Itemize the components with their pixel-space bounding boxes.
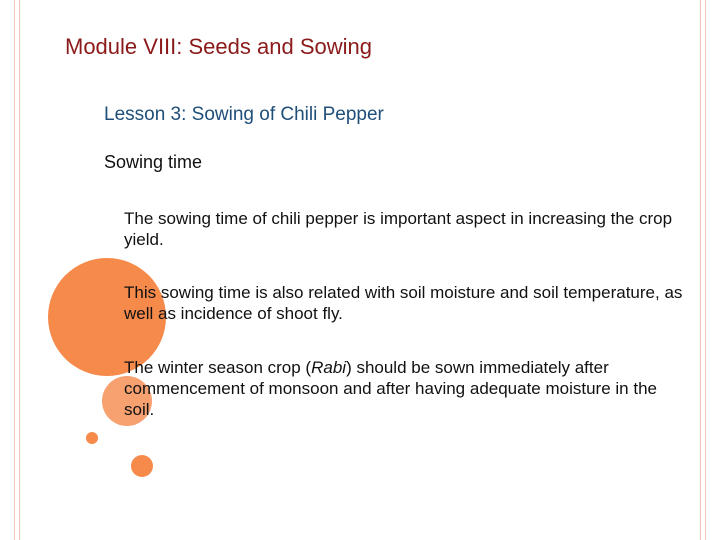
paragraph-3-end: ) should be sown immediately after commencement of monsoon and after having adequate moisture in the soil. bbox=[124, 358, 657, 419]
decorative-circle-tiny bbox=[86, 432, 98, 444]
slide-title: Module VIII: Seeds and Sowing bbox=[65, 34, 372, 59]
lesson-heading: Lesson 3: Sowing of Chili Pepper bbox=[104, 104, 384, 125]
paragraph-1: The sowing time of chili pepper is important aspect in increasing the crop yield. bbox=[124, 209, 673, 249]
section-subheading: Sowing time bbox=[104, 152, 203, 172]
frame-line-right-inner bbox=[700, 0, 701, 540]
rabi-term: Rabi bbox=[311, 358, 347, 377]
paragraph-2: This sowing time is also related with soil moisture and soil temperature, as well as incidence of shoot fly. bbox=[124, 283, 683, 323]
frame-line-right-outer bbox=[705, 0, 706, 540]
frame-line-left-outer bbox=[14, 0, 15, 540]
paragraph-3-start: The winter season crop ( bbox=[124, 358, 312, 377]
frame-line-left-inner bbox=[19, 0, 20, 540]
decorative-circle-small bbox=[131, 455, 153, 477]
paragraph-3 bbox=[124, 357, 684, 420]
